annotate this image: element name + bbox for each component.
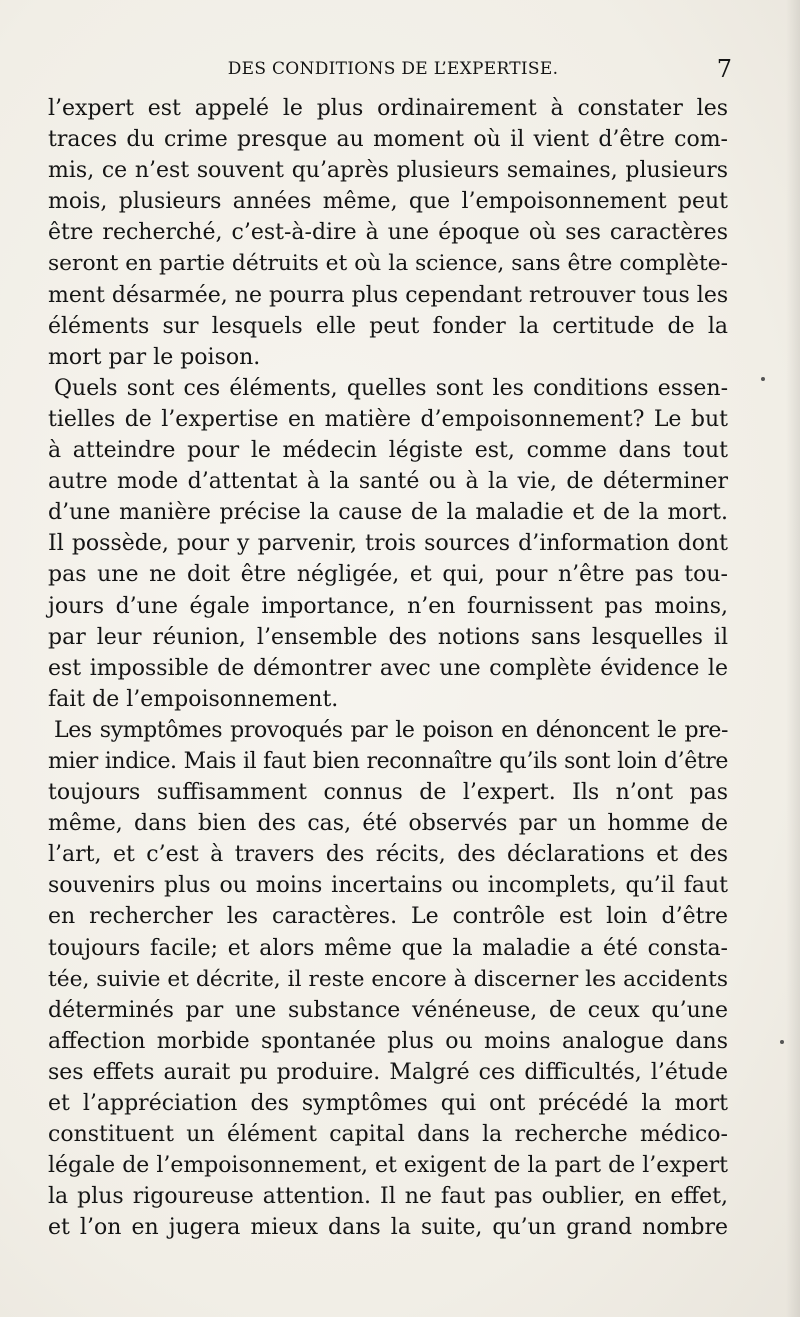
page-edge-shadow <box>786 0 800 1317</box>
text-line: être recherché, c’est-à-dire à une époque où ses caractères <box>48 220 728 246</box>
text-line: toujours facile; et alors même que la maladie a été consta- <box>48 935 728 961</box>
text-line: légale de l’empoisonnement, et exigent de la part de l’expert <box>48 1153 728 1179</box>
text-line: déterminés par une substance vénéneuse, de ceux qu’une <box>48 997 728 1023</box>
text-line: l’expert est appelé le plus ordinairement à constater les <box>48 96 728 121</box>
text-line: Il possède, pour y parvenir, trois sources d’information dont <box>48 531 728 557</box>
text-line: ses effets aurait pu produire. Malgré ces difficultés, l’étude <box>48 1059 728 1085</box>
text-line: tée, suivie et décrite, il reste encore à discerner les accidents <box>48 966 728 992</box>
text-line: l’art, et c’est à travers des récits, des déclarations et des <box>48 842 728 868</box>
running-head: DES CONDITIONS DE L’EXPERTISE. <box>227 59 559 79</box>
text-line: et l’on en jugera mieux dans la suite, qu’un grand nombre <box>48 1215 728 1241</box>
text-line: mier indice. Mais il faut bien reconnaître qu’ils sont loin d’être <box>48 748 728 774</box>
text-line: est impossible de démontrer avec une complète évidence le <box>48 655 728 681</box>
text-line: affection morbide spontanée plus ou moins analogue dans <box>48 1028 728 1054</box>
page-header <box>48 57 738 87</box>
text-line: éléments sur lesquels elle peut fonder la certitude de la <box>48 313 728 339</box>
body-text <box>48 93 728 1243</box>
text-line: par leur réunion, l’ensemble des notions sans lesquelles il <box>48 624 728 650</box>
text-line: tielles de l’expertise en matière d’empoisonnement? Le but <box>48 406 728 432</box>
text-line: autre mode d’attentat à la santé ou à la vie, de déterminer <box>48 469 728 495</box>
text-line: mort par le poison. <box>48 344 261 370</box>
text-line: souvenirs plus ou moins incertains ou incomplets, qu’il faut <box>48 873 728 899</box>
text-line: et l’appréciation des symptômes qui ont précédé la mort <box>48 1091 728 1116</box>
text-line: jours d’une égale importance, n’en fournissent pas moins, <box>48 593 728 619</box>
text-line: traces du crime presque au moment où il vient d’être com- <box>48 127 728 153</box>
ink-speck <box>780 1040 784 1044</box>
text-line: seront en partie détruits et où la science, sans être complète- <box>48 251 729 277</box>
text-line: mis, ce n’est souvent qu’après plusieurs semaines, plusieurs <box>48 158 728 184</box>
text-line: même, dans bien des cas, été observés par un homme de <box>48 811 728 837</box>
text-line: mois, plusieurs années même, que l’empoisonnement peut <box>48 189 728 215</box>
text-line: ment désarmée, ne pourra plus cependant retrouver tous les <box>48 282 729 308</box>
text-line: en rechercher les caractères. Le contrôle est loin d’être <box>48 904 728 930</box>
text-line: la plus rigoureuse attention. Il ne faut pas oublier, en effet, <box>48 1184 728 1210</box>
text-line: fait de l’empoisonnement. <box>48 686 339 712</box>
text-line: pas une ne doit être négligée, et qui, pour n’être pas tou- <box>48 562 728 588</box>
text-line: constituent un élément capital dans la recherche médico- <box>48 1122 728 1148</box>
text-line: d’une manière précise la cause de la maladie et de la mort. <box>48 500 728 526</box>
text-line: toujours suffisamment connus de l’expert. Ils n’ont pas <box>48 780 728 806</box>
ink-speck <box>761 377 765 381</box>
paragraph-start-line: Quels sont ces éléments, quelles sont les conditions essen- <box>54 375 728 401</box>
paragraph-start-line: Les symptômes provoqués par le poison en dénoncent le pre- <box>54 717 728 743</box>
text-line: à atteindre pour le médecin légiste est, comme dans tout <box>48 438 728 464</box>
page-number: 7 <box>716 55 732 83</box>
